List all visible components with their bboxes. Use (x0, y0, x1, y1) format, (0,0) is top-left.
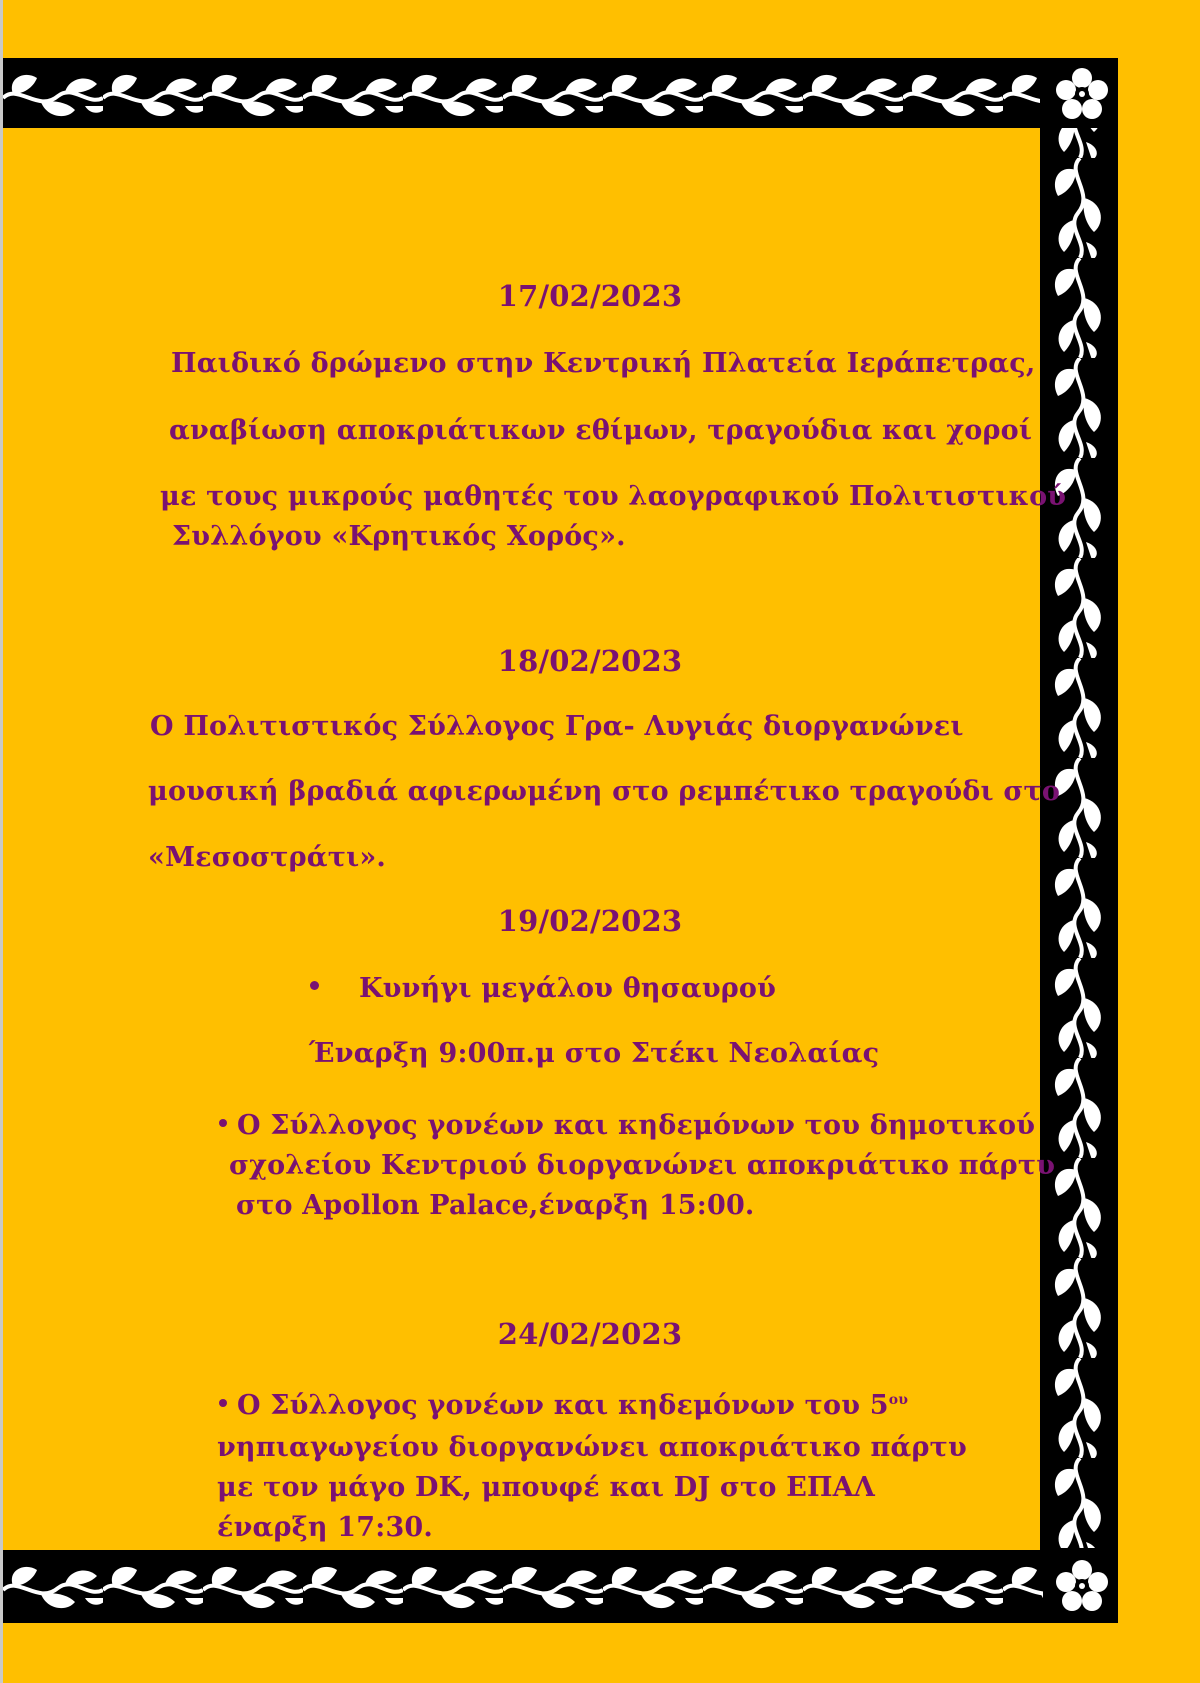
list-item (219, 1110, 1035, 1142)
flower-icon (1052, 1556, 1112, 1620)
event-line: Συλλόγου «Κρητικός Χορός». (172, 521, 626, 552)
event-line: Κυνήγι μεγάλου θησαυρού (359, 973, 777, 1004)
bullet-icon (219, 1119, 227, 1127)
bullet-icon (219, 1399, 227, 1407)
ordinal-suffix: ου (888, 1392, 909, 1408)
event-date-19: 19/02/2023 (497, 904, 683, 938)
event-line: Παιδικό δρώμενο στην Κεντρική Πλατεία Ιεράπετρας, (171, 348, 1036, 379)
event-line: με τον μάγο DK, μπουφέ και DJ στο ΕΠΑΛ (217, 1472, 875, 1503)
vine-border-top (3, 58, 1118, 128)
event-line: στο Apollon Palace,έναρξη 15:00. (236, 1190, 755, 1221)
event-line: έναρξη 17:30. (217, 1512, 434, 1543)
event-line: «Μεσοστράτι». (148, 842, 387, 873)
event-date-24: 24/02/2023 (497, 1317, 683, 1351)
event-line: μουσική βραδιά αφιερωμένη στο ρεμπέτικο τραγούδι στο (148, 776, 1061, 807)
event-line: νηπιαγωγείου διοργανώνει αποκριάτικο πάρτυ (217, 1432, 967, 1463)
event-line: Ο Σύλλογος γονέων και κηδεμόνων του 5 (237, 1390, 889, 1421)
event-line: Έναρξη 9:00π.μ στο Στέκι Νεολαίας (309, 1038, 880, 1069)
list-item (310, 973, 776, 1005)
event-date-17: 17/02/2023 (497, 279, 683, 313)
event-line: Ο Σύλλογος γονέων και κηδεμόνων του δημοτικού (237, 1110, 1036, 1141)
event-date-18: 18/02/2023 (497, 644, 683, 678)
event-line: σχολείου Κεντριού διοργανώνει αποκριάτικο πάρτυ (229, 1150, 1056, 1181)
event-line: Ο Πολιτιστικός Σύλλογος Γρα- Λυγιάς διοργανώνει (150, 711, 964, 742)
event-line: αναβίωση αποκριάτικων εθίμων, τραγούδια και χοροί (169, 415, 1033, 446)
flower-icon (1052, 64, 1112, 128)
vine-border-bottom (3, 1550, 1118, 1623)
page-edge (0, 0, 3, 1683)
list-item (219, 1390, 908, 1422)
bullet-icon (310, 981, 319, 990)
event-line: με τους μικρούς μαθητές του λαογραφικού Πολιτιστικού (160, 481, 1067, 512)
